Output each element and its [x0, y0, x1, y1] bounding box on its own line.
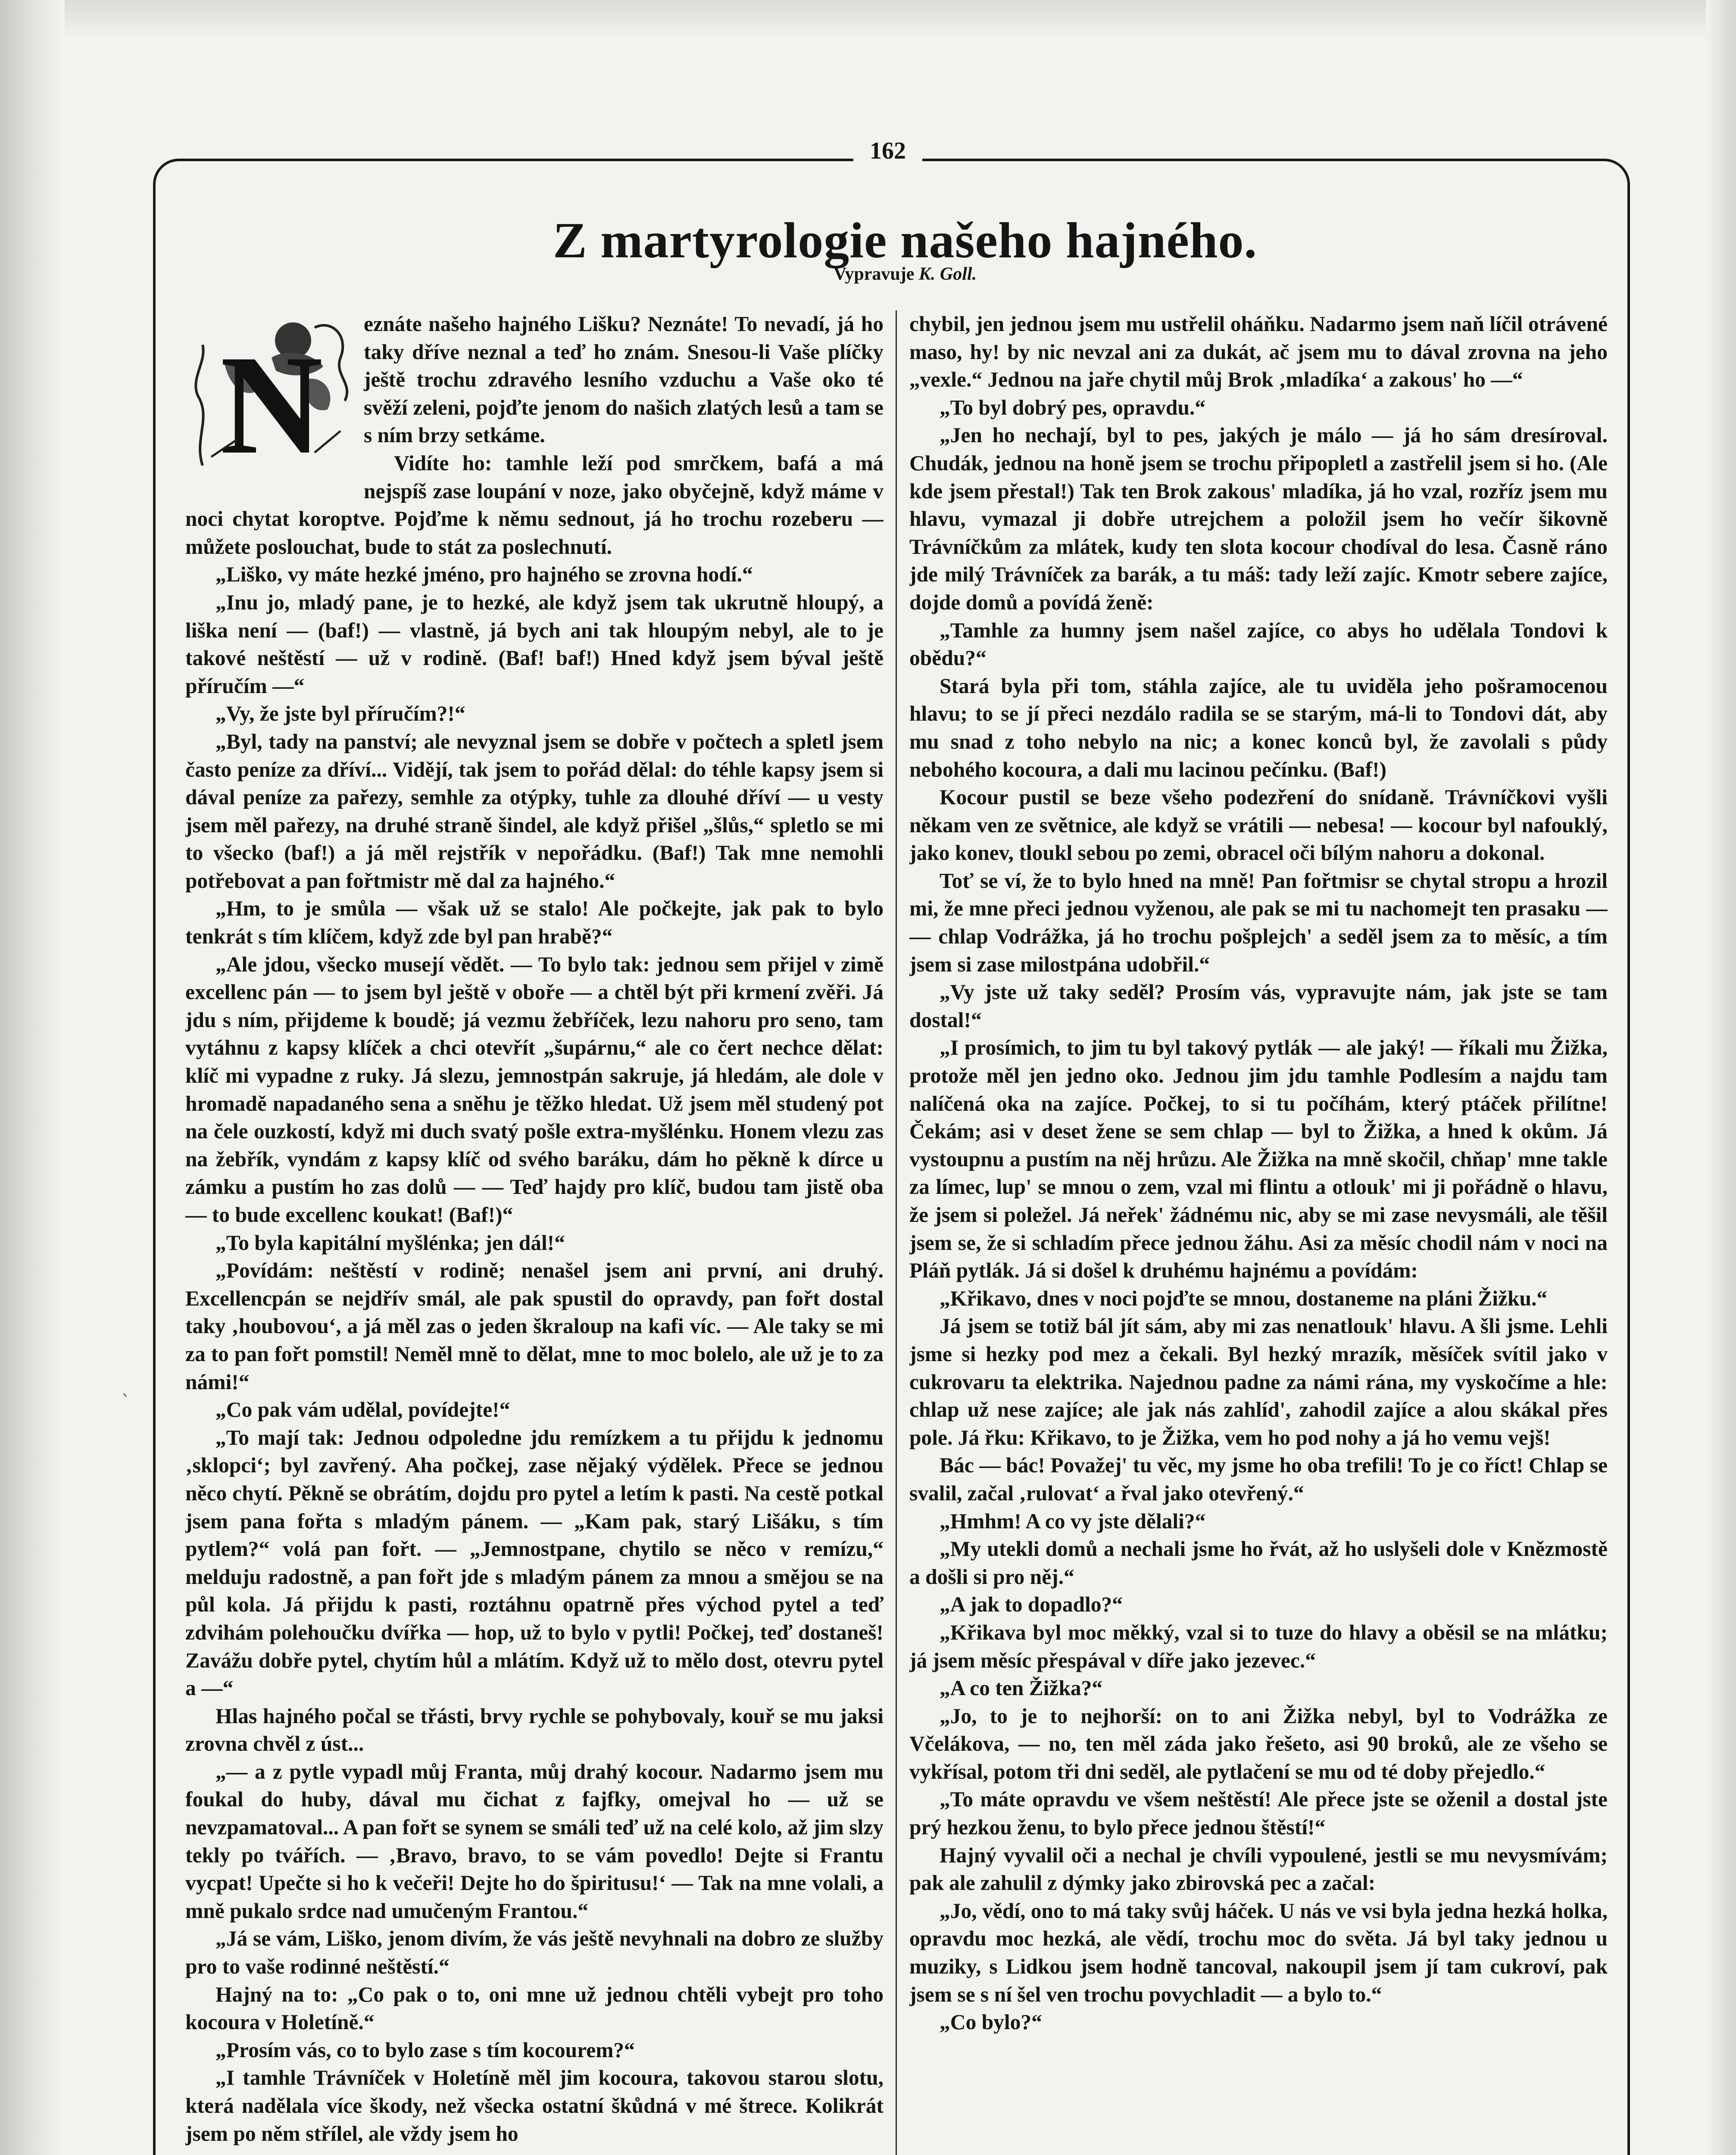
paragraph: „A co ten Žižka?“	[940, 1676, 1103, 1700]
paragraph: Hajný vyvalil oči a nechal je chvíli vypoulené, jestli se mu nevysmívám; pak ale zahulil z dýmky jako zbirovská pec a začal:	[909, 1843, 1608, 1895]
paragraph: Hajný na to: „Co pak o to, oni mne už jednou chtěli vybejt pro toho kocoura v Holetíně.“	[185, 1982, 884, 2034]
right-column-text	[909, 310, 1608, 2036]
dropcap-illustration	[185, 310, 358, 478]
article-title: Z martyrologie našeho hajného.	[553, 212, 1257, 269]
paragraph: „To byla kapitální myšlénka; jen dál!“	[215, 1231, 565, 1255]
paragraph: „To byl dobrý pes, opravdu.“	[940, 395, 1206, 419]
right-column	[909, 310, 1608, 2155]
dropcap-ornament	[185, 310, 358, 478]
paragraph: Stará byla při tom, stáhla zajíce, ale tu uviděla jeho pošramocenou hlavu; to se jí přeci nezdálo radila se se starým, má-li to Tondovi dát, aby mu snad z toho nebylo na nic; a konec konců byl, že zavolali s půdy nebohého kocoura, a dali mu lacinou pečínku. (Baf!)	[909, 674, 1608, 781]
paragraph: „To mají tak: Jednou odpoledne jdu remízkem a tu přijdu k jednomu ‚sklopci‘; byl zavřený. Aha počkej, zase nějaký výdělek. Přece se jednou něco chytí. Pěkně se obrátím, dojdu pro pytel a letím k pasti. Na cestě potkal jsem pana fořta s mladým pánem. — „Kam pak, starý Lišáku, s tím pytlem?“ volá pan fořt. — „Jemnostpane, chytilo se něco v remízu,“ melduju radostně, a pan fořt jde s mladým pánem za mnou a smějou se na půl kola. Já přijdu k pasti, roztáhnu opatrně přes východ pytel a teď zdvihám polehoučku dvířka — hop, už to bylo v pytli! Počkej, teď dostaneš! Zavážu dobře pytel, chytím hůl a mlátím. Když už to mělo dost, otevru pytel a —“	[185, 1425, 884, 1700]
paragraph: „Co bylo?“	[940, 2010, 1042, 2034]
paragraph: „Vy, že jste byl příručím?!“	[215, 702, 465, 726]
paragraph: „Vy jste už taky seděl? Prosím vás, vypravujte nám, jak jste se tam dostal!“	[909, 980, 1608, 1032]
paragraph: „Já se vám, Liško, jenom divím, že vás ještě nevyhnali na dobro ze služby pro to vaše rodinné neštěstí.“	[185, 1927, 884, 1979]
paragraph: „Křikavo, dnes v noci pojďte se mnou, dostaneme na pláni Žižku.“	[940, 1286, 1548, 1310]
paragraph: Hlas hajného počal se třásti, brvy rychle se pohybovaly, kouř se mu jaksi zrovna chvěl z úst...	[185, 1704, 884, 1756]
paragraph: „Jo, vědí, ono to má taky svůj háček. U nás ve vsi byla jedna hezká holka, opravdu moc hezká, ale vědí, trochu moc do světa. Já byl taky jednou u muziky, s Lidkou jsem hodně tancoval, nakoupil jsem jí tam cukroví, pak jsem se s ní šel ven trochu povychladit — a bylo to.“	[909, 1899, 1608, 2006]
paragraph: „Ale jdou, všecko musejí vědět. — To bylo tak: jednou sem přijel v zimě excellenc pán — to jsem byl ještě v oboře — a chtěl být při krmení zvěři. Já jdu s ním, přijdeme k boudě; já vezmu žebříček, lezu nahoru pro seno, tam vytáhnu z kapsy klíček a chci otevřít „šupárnu,“ ale co čert nechce dělat: klíč mi vypadne z ruky. Já slezu, jemnostpán sakruje, já hledám, ale dole v hromadě napadaného sena a sněhu je těžko hledat. Už jsem měl studený pot na čele ouzkostí, když mi duch svatý pošle extra-myšlénku. Honem vlezu zas na žebřík, vyndám z kapsy klíč od svého baráku, dám ho pěkně k dírce u zámku a pustím ho zas dolů — — Teď hajdy pro klíč, budou tam jistě oba — to bude excellenc koukat! (Baf!)“	[185, 952, 884, 1227]
paragraph: „I tamhle Trávníček v Holetíně měl jim kocoura, takovou starou slotu, která nadělala více škody, než všecka ostatní škůdná v mé štrece. Kolikrát jsem po něm střílel, ale vždy jsem ho	[185, 2066, 884, 2146]
scan-edge-right	[1706, 0, 1736, 2155]
paragraph: „Inu jo, mladý pane, je to hezké, ale když jsem tak ukrutně hloupý, a liška není — (baf!) — vlastně, já bych ani tak hloupým nebyl, ale to je takové neštěstí — už v rodině. (Baf! baf!) Hned když jsem býval ještě příručím —“	[185, 590, 884, 698]
paragraph: chybil, jen jednou jsem mu ustřelil oháňku. Nadarmo jsem naň líčil otrávené maso, hy! by nic nevzal ani za dukát, ač jsem mu to dával zrovna na jeho „vexle.“ Jednou na jaře chytil můj Brok ‚mladíka‘ a zakous' ho —“	[909, 312, 1608, 392]
paragraph: „A jak to dopadlo?“	[940, 1593, 1123, 1617]
paragraph: eznáte našeho hajného Lišku? Neznáte! To nevadí, já ho taky dříve neznal a teď ho znám. Snesou-li Vaše plíčky ještě trochu zdravého lesního vzduchu a Vaše oko té svěží zeleni, pojďte jenom do našich zlatých lesů a tam se s ním brzy setkáme.	[364, 312, 884, 447]
column-rule	[896, 310, 897, 2155]
paragraph: „Co pak vám udělal, povídejte!“	[215, 1398, 510, 1422]
dropcap-letter: N	[220, 326, 323, 478]
paragraph: „— a z pytle vypadl můj Franta, můj drahý kocour. Nadarmo jsem mu foukal do huby, dával mu čichat z fajfky, omejval ho — už se nevzpamatoval... A pan fořt se synem se smáli teď už na celé kolo, až jim slzy tekly po tvářích. — ‚Bravo, bravo, to se vám povedlo! Dejte si Frantu vycpat! Upečte si ho k večeři! Dejte ho do špiritusu!‘ — Tak na mne volali, a mně pukalo srdce nad umučeným Frantou.“	[185, 1759, 884, 1923]
byline-prefix: Vypravuje	[833, 264, 915, 284]
paragraph: „Prosím vás, co to bylo zase s tím kocourem?“	[215, 2038, 635, 2062]
margin-mark: ˋ	[122, 1392, 130, 1412]
byline-author: K. Goll.	[918, 264, 977, 284]
scan-edge-left	[0, 0, 65, 2155]
left-column	[185, 310, 884, 2155]
paragraph: „Liško, vy máte hezké jméno, pro hajného se zrovna hodí.“	[215, 562, 753, 587]
paragraph: Já jsem se totiž bál jít sám, aby mi zas nenatlouk' hlavu. A šli jsme. Lehli jsme si hezky pod mez a čekali. Byl hezký mrazík, měsíček svítil jako v cukrovaru ta elektrika. Najednou padne za námi rána, my vyskočíme a hle: chlap už nese zajíce; ale jak nás zahlíd', zahodil zajíce a alou skákal přes pole. Já řku: Křikavo, to je Žižka, vem ho pod nohy a já ho vemu vejš!	[909, 1314, 1608, 1449]
byline	[690, 264, 1121, 284]
paragraph: „Hm, to je smůla — však už se stalo! Ale počkejte, jak pak to bylo tenkrát s tím klíčem, když zde byl pan hrabě?“	[185, 896, 884, 949]
paragraph: Vidíte ho: tamhle leží pod smrčkem, bafá a má nejspíš zase loupání v noze, jako obyčejně, když máme v noci chytat koroptve. Pojďme k němu sednout, já ho trochu rozeberu — můžete poslouchat, bude to stát za poslechnutí.	[185, 451, 884, 559]
paragraph: „Tamhle za humny jsem našel zajíce, co abys ho udělala Tondovi k obědu?“	[909, 618, 1608, 670]
paragraph: „Křikava byl moc měkký, vzal si to tuze do hlavy a oběsil se na mlátku; já jsem měsíc přespával v díře jako jezevec.“	[909, 1620, 1608, 1672]
paragraph: Bác — bác! Považej' tu věc, my jsme ho oba trefili! To je co říct! Chlap se svalil, začal ‚rulovat‘ a řval jako otevřený.“	[909, 1453, 1608, 1505]
paragraph: „Hmhm! A co vy jste dělali?“	[940, 1509, 1206, 1533]
paragraph: „Jo, to je to nejhorší: on to ani Žižka nebyl, byl to Vodrážka ze Včelákova, — no, ten měl záda jako řešeto, asi 90 broků, ale ze všeho se vykřísal, potom tři dni seděl, ale pytlačení se mu od té doby přejedlo.“	[909, 1704, 1608, 1783]
paragraph: „Povídám: neštěstí v rodině; nenašel jsem ani první, ani druhý. Excellencpán se nejdřív smál, ale pak spustil do opravdy, pan fořt dostal taky ‚houbovou‘, a já měl zas o jeden škraloup na kafi víc. — Ale taky se mi za to pan fořt pomstil! Neměl mně to dělat, mne to moc bolelo, ale už je to za námi!“	[185, 1259, 884, 1394]
paragraph: Kocour pustil se beze všeho podezření do snídaně. Trávníčkovi vyšli někam ven ze světnice, ale když se vrátili — nebesa! — kocour byl nafouklý, jako konev, tloukl sebou po zemi, obracel oči bílým nahoru a dokonal.	[909, 785, 1608, 865]
left-column-text	[185, 310, 884, 2148]
paragraph: „Jen ho nechají, byl to pes, jakých je málo — já ho sám dresíroval. Chudák, jednou na honě jsem se trochu připopletl a zastřelil jsem si ho. (Ale kde jsem přestal!) Tak ten Brok zakous' mladíka, já ho vzal, rozříz jsem mu hlavu, vymazal ji dobře utrejchem a položil jsem ho večír šikovně Trávníčkům za mlátek, kudy ten slota kocour chodíval do lesa. Časně ráno jde milý Trávníček za barák, a tu máš: tady leží zajíc. Kmotr sebere zajíce, dojde domů a povídá ženě:	[909, 423, 1608, 614]
page-number: 162	[870, 137, 906, 164]
paragraph: „To máte opravdu ve všem neštěstí! Ale přece jste se oženil a dostal jste prý hezkou ženu, to bylo přece jednou štěstí!“	[909, 1787, 1608, 1840]
scan-edge-top	[0, 0, 1736, 39]
paragraph: Toť se ví, že to bylo hned na mně! Pan fořtmisr se chytal stropu a hrozil mi, že mne přeci jednou vyženou, ale pak se mi tu nachomejt ten prasaku — — chlap Vodrážka, já ho trochu pošplejch' a seděl jsem za to měsíc, a tím jsem si zase milostpána udobřil.“	[909, 868, 1608, 976]
paragraph: „Byl, tady na panství; ale nevyznal jsem se dobře v počtech a spletl jsem často peníze za dříví... Vidějí, tak jsem to pořád dělal: do téhle kapsy jsem si dával peníze za pařezy, semhle za otýpky, tuhle za dlouhé dříví — u vesty jsem měl pařezy, na druhé straně šindel, ale když přišel „šlůs,“ spletlo se mi to všecko (baf!) a já měl rejstřík v nepořádku. (Baf!) Tak mne nemohli potřebovat a pan fořtmistr mě dal za hajného.“	[185, 729, 884, 893]
paragraph: „My utekli domů a nechali jsme ho řvát, až ho uslyšeli dole v Knězmostě a došli si pro něj.“	[909, 1537, 1608, 1589]
paragraph: „I prosímich, to jim tu byl takový pytlák — ale jaký! — říkali mu Žižka, protože měl jen jedno oko. Jednou jim jdu tamhle Podlesím a najdu tam nalíčená oka na zajíce. Počkej, to si tu počíhám, který ptáček přilítne! Čekám; asi v deset žene se sem chlap — byl to Žižka, a hned k okům. Já vystoupnu a pustím na něj hrůzu. Ale Žižka na mně skočil, chňap' mne takle za límec, lup' se mnou o zem, vzal mi flintu a otlouk' mi ji pořádně o hlavu, že jsem si poležel. Já neřek' žádnému nic, aby se mi zase nevysmáli, ale těšil jsem se, že si schladím přece jednou žáhu. Asi za měsíc chodil nám v noci na Pláň pytlák. Já si došel k druhému hajnému a povídám:	[909, 1036, 1608, 1283]
